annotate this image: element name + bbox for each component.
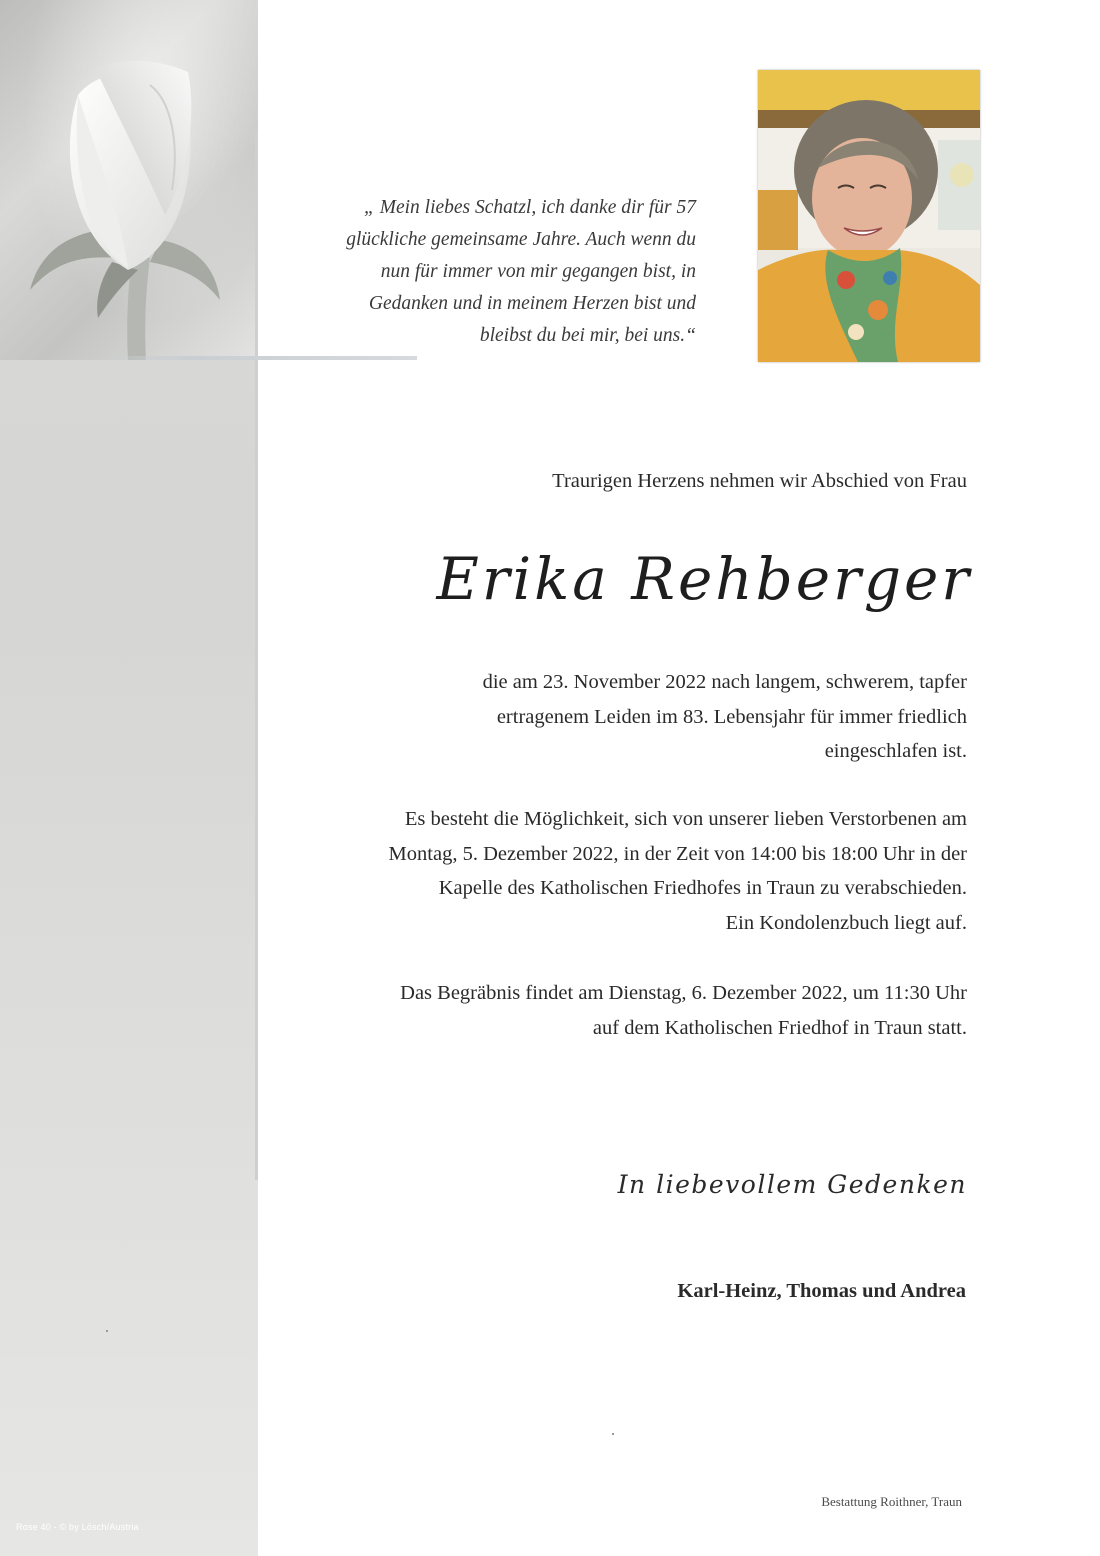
text-line: Montag, 5. Dezember 2022, in der Zeit von 14:00 bis 18:00 Uhr in der	[388, 842, 967, 865]
text-line: Es besteht die Möglichkeit, sich von unserer lieben Verstorbenen am	[404, 808, 967, 830]
portrait-photo	[758, 70, 980, 362]
quote-line: „ Mein liebes Schatzl, ich danke dir für 57	[364, 197, 696, 218]
text-line: Ein Kondolenzbuch liegt auf.	[725, 911, 967, 934]
text-line: ertragenem Leiden im 83. Lebensjahr für immer friedlich	[496, 705, 967, 728]
text-line: eingeschlafen ist.	[824, 740, 967, 762]
mourners-signature: Karl-Heinz, Thomas und Andrea	[677, 1280, 966, 1302]
text-line: Das Begräbnis findet am Dienstag, 6. Dezember 2022, um 11:30 Uhr	[400, 982, 967, 1004]
scan-speck	[612, 1433, 614, 1435]
intro-text: Traurigen Herzens nehmen wir Abschied von Frau	[552, 470, 967, 492]
strip-edge-divider	[255, 130, 258, 1180]
death-notice-paragraph	[483, 665, 967, 769]
text-line: auf dem Katholischen Friedhof in Traun statt.	[592, 1016, 967, 1039]
text-line: die am 23. November 2022 nach langem, schwerem, tapfer	[482, 671, 967, 693]
scan-speck	[106, 1330, 108, 1332]
quote-line: glückliche gemeinsame Jahre. Auch wenn du	[346, 229, 696, 250]
white-rose-icon	[0, 0, 258, 360]
decorative-line	[95, 356, 417, 360]
text-line: Kapelle des Katholischen Friedhofes in Traun zu verabschieden.	[438, 877, 967, 899]
image-credit: Rose 40 - © by Lösch/Austria	[16, 1522, 139, 1532]
rose-image	[0, 0, 258, 360]
memorial-quote	[290, 192, 696, 352]
deceased-name: Erika Rehberger	[436, 545, 972, 613]
burial-paragraph	[400, 976, 967, 1045]
quote-line: Gedanken und in meinem Herzen bist und	[368, 293, 696, 314]
farewell-paragraph	[389, 802, 967, 940]
quote-line: bleibst du bei mir, bei uns.“	[479, 325, 696, 346]
portrait-image	[758, 70, 980, 362]
quote-line: nun für immer von mir gegangen bist, in	[380, 261, 696, 282]
funeral-home-credit: Bestattung Roithner, Traun	[821, 1494, 962, 1509]
closing-phrase: In liebevollem Gedenken	[617, 1170, 967, 1199]
